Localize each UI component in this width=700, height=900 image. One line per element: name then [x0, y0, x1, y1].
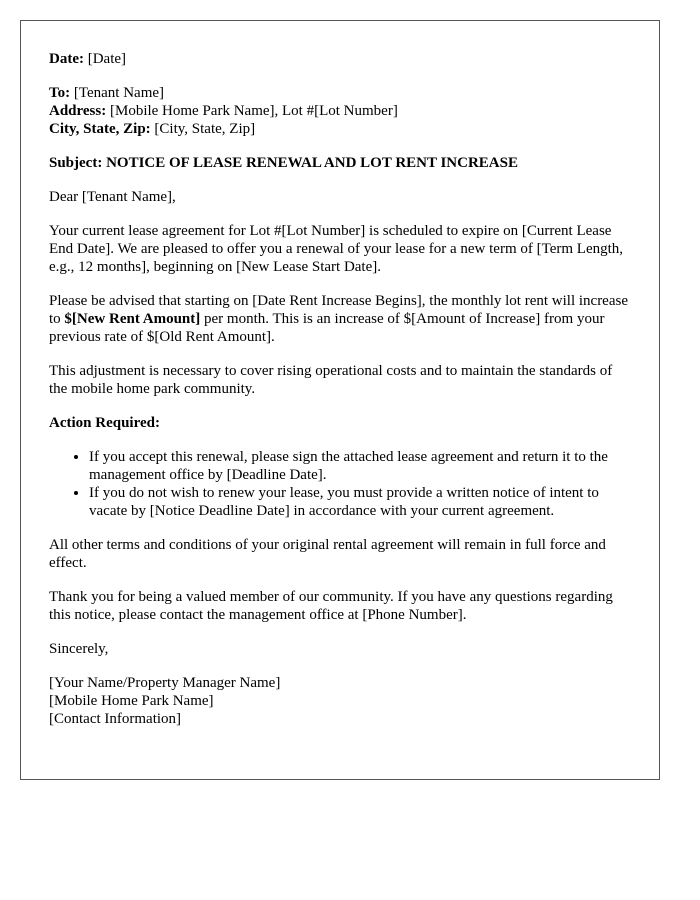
paragraph-other-terms: All other terms and conditions of your original rental agreement will remain in full force and effect. [49, 537, 606, 571]
recipient-block [49, 84, 631, 138]
to-label: To: [49, 85, 71, 101]
paragraph-lease-renewal: Your current lease agreement for Lot #[Lot Number] is scheduled to expire on [Current Lease End Date]. We are pleased to offer you a renewal of your lease for a new term of [Term Length, e.g., 12 months], beginning on [New Lease Start Date]. [49, 223, 624, 275]
address-line [49, 102, 631, 120]
salutation: Dear [Tenant Name], [49, 189, 176, 205]
city-label: City, State, Zip: [49, 121, 151, 137]
paragraph-thank-you: Thank you for being a valued member of our community. If you have any questions regarding this notice, please contact the management office at [Phone Number]. [49, 589, 613, 623]
action-item-accept: • If you accept this renewal, please sign the attached lease agreement and return it to the management office by [Deadline Date]. [89, 448, 631, 484]
date-label: Date: [49, 51, 84, 67]
city-value: [City, State, Zip] [150, 121, 256, 137]
signature-block [49, 674, 631, 728]
rent-increase-text-end: per month. This is an increase of $[Amount of Increase] from your previous rate of $[Old Rent Amount]. [49, 311, 605, 345]
signature-park: [Mobile Home Park Name] [49, 693, 214, 709]
action-list [49, 448, 631, 520]
address-label: Address: [49, 103, 107, 119]
paragraph-adjustment-reason: This adjustment is necessary to cover rising operational costs and to maintain the standards of the mobile home park community. [49, 363, 613, 397]
paragraph-rent-increase [49, 292, 631, 346]
new-rent-amount: $[New Rent Amount] [64, 311, 201, 327]
date-line [49, 50, 631, 68]
action-required-heading: Action Required: [49, 415, 160, 431]
closing: Sincerely, [49, 641, 109, 657]
to-value: [Tenant Name] [70, 85, 165, 101]
letter-page [20, 20, 660, 780]
rent-increase-text-start: Please be advised that starting on [Date Rent Increase Begins], the monthly lot rent will increase to [49, 293, 628, 327]
date-value: [Date] [83, 51, 127, 67]
signature-contact: [Contact Information] [49, 711, 182, 727]
address-value: [Mobile Home Park Name], Lot #[Lot Number] [106, 103, 398, 119]
subject-line: Subject: NOTICE OF LEASE RENEWAL AND LOT RENT INCREASE [49, 155, 518, 171]
signature-name: [Your Name/Property Manager Name] [49, 675, 281, 691]
city-line [49, 120, 631, 138]
to-line [49, 84, 631, 102]
action-item-decline: • If you do not wish to renew your lease, you must provide a written notice of intent to vacate by [Notice Deadline Date] in accordance with your current agreement. [89, 484, 631, 520]
